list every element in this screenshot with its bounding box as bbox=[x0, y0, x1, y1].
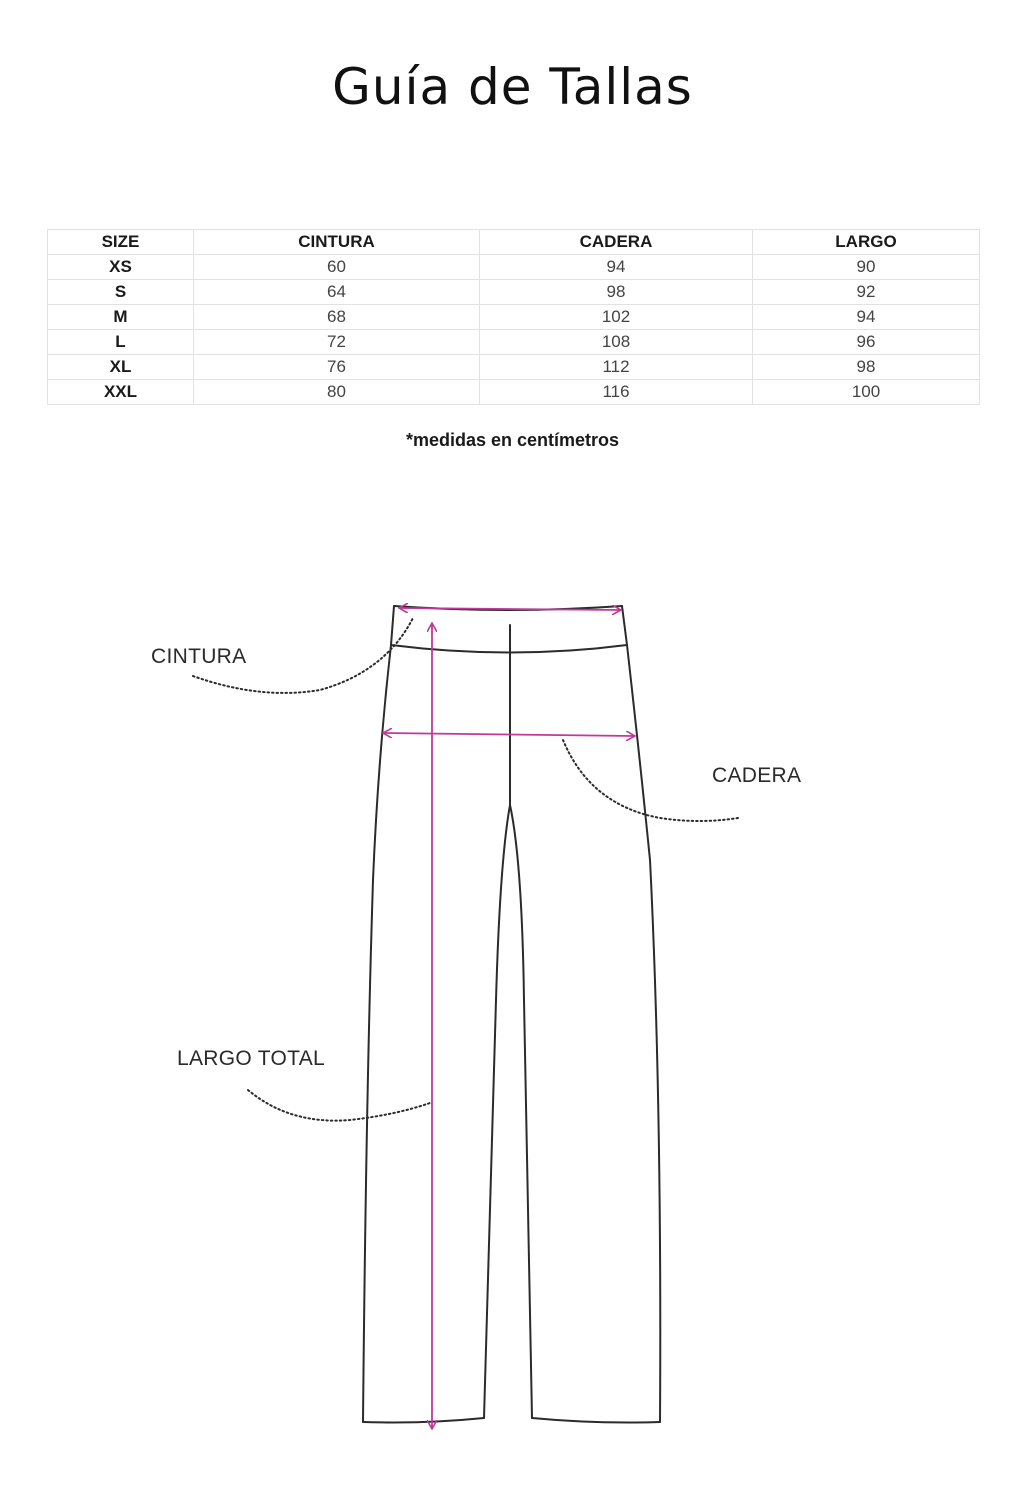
cadera-cell: 108 bbox=[480, 330, 753, 355]
largo-cell: 100 bbox=[753, 380, 980, 405]
size-cell: XS bbox=[48, 255, 194, 280]
header-largo: LARGO bbox=[753, 230, 980, 255]
header-cadera: CADERA bbox=[480, 230, 753, 255]
page-title: Guía de Tallas bbox=[332, 58, 693, 116]
header-cintura: CINTURA bbox=[194, 230, 480, 255]
cadera-cell: 102 bbox=[480, 305, 753, 330]
cadera-cell: 94 bbox=[480, 255, 753, 280]
length-leader bbox=[248, 1090, 430, 1121]
cadera-cell: 98 bbox=[480, 280, 753, 305]
largo-cell: 90 bbox=[753, 255, 980, 280]
largo-total-label: LARGO TOTAL bbox=[177, 1047, 326, 1070]
pants-outline bbox=[363, 606, 660, 1423]
size-cell: XL bbox=[48, 355, 194, 380]
largo-cell: 94 bbox=[753, 305, 980, 330]
cintura-cell: 68 bbox=[194, 305, 480, 330]
cintura-cell: 76 bbox=[194, 355, 480, 380]
cintura-cell: 80 bbox=[194, 380, 480, 405]
cadera-cell: 116 bbox=[480, 380, 753, 405]
size-cell: S bbox=[48, 280, 194, 305]
cintura-cell: 72 bbox=[194, 330, 480, 355]
cadera-cell: 112 bbox=[480, 355, 753, 380]
size-cell: XXL bbox=[48, 380, 194, 405]
size-cell: L bbox=[48, 330, 194, 355]
cintura-cell: 60 bbox=[194, 255, 480, 280]
largo-cell: 98 bbox=[753, 355, 980, 380]
largo-cell: 92 bbox=[753, 280, 980, 305]
cadera-label: CADERA bbox=[712, 764, 802, 787]
cintura-cell: 64 bbox=[194, 280, 480, 305]
largo-cell: 96 bbox=[753, 330, 980, 355]
size-cell: M bbox=[48, 305, 194, 330]
cintura-label: CINTURA bbox=[151, 645, 247, 668]
header-size: SIZE bbox=[48, 230, 194, 255]
units-note: *medidas en centímetros bbox=[405, 430, 620, 450]
